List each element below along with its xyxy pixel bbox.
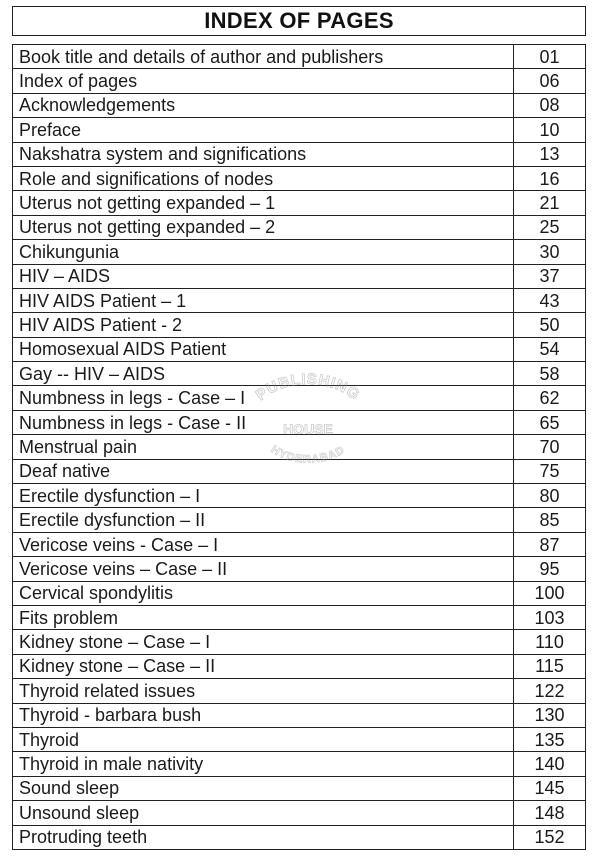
table-row bbox=[13, 679, 586, 703]
row-page-number: 135 bbox=[514, 727, 586, 751]
table-row bbox=[13, 703, 586, 727]
row-page-number: 85 bbox=[514, 508, 586, 532]
table-row bbox=[13, 191, 586, 215]
table-row bbox=[13, 581, 586, 605]
row-page-number: 103 bbox=[514, 605, 586, 629]
row-page-number: 54 bbox=[514, 337, 586, 361]
table-row bbox=[13, 532, 586, 556]
table-row bbox=[13, 93, 586, 117]
row-title: Chikungunia bbox=[13, 240, 514, 264]
table-row bbox=[13, 484, 586, 508]
table-row bbox=[13, 240, 586, 264]
row-page-number: 37 bbox=[514, 264, 586, 288]
table-row bbox=[13, 727, 586, 751]
index-table bbox=[12, 44, 586, 850]
row-page-number: 148 bbox=[514, 801, 586, 825]
table-row bbox=[13, 386, 586, 410]
row-title: Kidney stone – Case – II bbox=[13, 654, 514, 678]
table-row bbox=[13, 45, 586, 69]
row-page-number: 16 bbox=[514, 166, 586, 190]
watermark-center-text: HOUSE bbox=[283, 421, 333, 437]
header-box bbox=[12, 6, 586, 36]
table-row bbox=[13, 362, 586, 386]
table-row bbox=[13, 508, 586, 532]
row-page-number: 62 bbox=[514, 386, 586, 410]
row-page-number: 115 bbox=[514, 654, 586, 678]
row-page-number: 10 bbox=[514, 118, 586, 142]
row-title: Thyroid in male nativity bbox=[13, 752, 514, 776]
watermark-arc-text: PUBLISHING bbox=[252, 370, 364, 404]
row-page-number: 08 bbox=[514, 93, 586, 117]
row-title: Deaf native bbox=[13, 459, 514, 483]
row-title: Gay -- HIV – AIDS bbox=[13, 362, 514, 386]
row-page-number: 140 bbox=[514, 752, 586, 776]
row-title: Uterus not getting expanded – 2 bbox=[13, 215, 514, 239]
table-row bbox=[13, 118, 586, 142]
row-page-number: 145 bbox=[514, 776, 586, 800]
row-title: Erectile dysfunction – I bbox=[13, 484, 514, 508]
row-title: HIV AIDS Patient – 1 bbox=[13, 288, 514, 312]
row-page-number: 25 bbox=[514, 215, 586, 239]
row-title: Acknowledgements bbox=[13, 93, 514, 117]
row-title: HIV – AIDS bbox=[13, 264, 514, 288]
row-title: Kidney stone – Case – I bbox=[13, 630, 514, 654]
row-title: Protruding teeth bbox=[13, 825, 514, 849]
table-row bbox=[13, 630, 586, 654]
row-title: Vericose veins – Case – II bbox=[13, 557, 514, 581]
row-page-number: 43 bbox=[514, 288, 586, 312]
table-row bbox=[13, 69, 586, 93]
table-row bbox=[13, 825, 586, 849]
table-row bbox=[13, 776, 586, 800]
table-row bbox=[13, 142, 586, 166]
table-row bbox=[13, 459, 586, 483]
row-page-number: 152 bbox=[514, 825, 586, 849]
row-title: Thyroid - barbara bush bbox=[13, 703, 514, 727]
table-row bbox=[13, 605, 586, 629]
row-page-number: 70 bbox=[514, 435, 586, 459]
row-page-number: 30 bbox=[514, 240, 586, 264]
table-row bbox=[13, 337, 586, 361]
row-title: Cervical spondylitis bbox=[13, 581, 514, 605]
row-title: Thyroid bbox=[13, 727, 514, 751]
row-title: Book title and details of author and publishers bbox=[13, 45, 514, 69]
row-title: Erectile dysfunction – II bbox=[13, 508, 514, 532]
row-title: Fits problem bbox=[13, 605, 514, 629]
row-title: Vericose veins - Case – I bbox=[13, 532, 514, 556]
watermark-bottom-text: HYDERABAD bbox=[268, 443, 348, 466]
row-title: Role and significations of nodes bbox=[13, 166, 514, 190]
row-title: Menstrual pain bbox=[13, 435, 514, 459]
table-row bbox=[13, 264, 586, 288]
page-title: INDEX OF PAGES bbox=[204, 8, 394, 33]
row-title: Sound sleep bbox=[13, 776, 514, 800]
table-row bbox=[13, 166, 586, 190]
table-row bbox=[13, 557, 586, 581]
table-row bbox=[13, 801, 586, 825]
row-page-number: 87 bbox=[514, 532, 586, 556]
row-page-number: 21 bbox=[514, 191, 586, 215]
index-table-body bbox=[13, 45, 586, 850]
row-title: Numbness in legs - Case – I bbox=[13, 386, 514, 410]
row-title: Thyroid related issues bbox=[13, 679, 514, 703]
row-page-number: 65 bbox=[514, 410, 586, 434]
row-page-number: 110 bbox=[514, 630, 586, 654]
table-row bbox=[13, 288, 586, 312]
row-page-number: 122 bbox=[514, 679, 586, 703]
row-page-number: 06 bbox=[514, 69, 586, 93]
row-title: HIV AIDS Patient - 2 bbox=[13, 313, 514, 337]
row-title: Index of pages bbox=[13, 69, 514, 93]
row-page-number: 58 bbox=[514, 362, 586, 386]
row-page-number: 50 bbox=[514, 313, 586, 337]
row-page-number: 95 bbox=[514, 557, 586, 581]
row-page-number: 01 bbox=[514, 45, 586, 69]
row-title: Numbness in legs - Case - II bbox=[13, 410, 514, 434]
table-row bbox=[13, 435, 586, 459]
row-title: Nakshatra system and significations bbox=[13, 142, 514, 166]
row-page-number: 13 bbox=[514, 142, 586, 166]
row-title: Uterus not getting expanded – 1 bbox=[13, 191, 514, 215]
row-title: Unsound sleep bbox=[13, 801, 514, 825]
row-page-number: 80 bbox=[514, 484, 586, 508]
row-title: Preface bbox=[13, 118, 514, 142]
table-row bbox=[13, 654, 586, 678]
index-page bbox=[12, 6, 586, 850]
table-row bbox=[13, 752, 586, 776]
row-page-number: 130 bbox=[514, 703, 586, 727]
table-row bbox=[13, 313, 586, 337]
table-row bbox=[13, 215, 586, 239]
row-title: Homosexual AIDS Patient bbox=[13, 337, 514, 361]
table-row bbox=[13, 410, 586, 434]
row-page-number: 75 bbox=[514, 459, 586, 483]
row-page-number: 100 bbox=[514, 581, 586, 605]
